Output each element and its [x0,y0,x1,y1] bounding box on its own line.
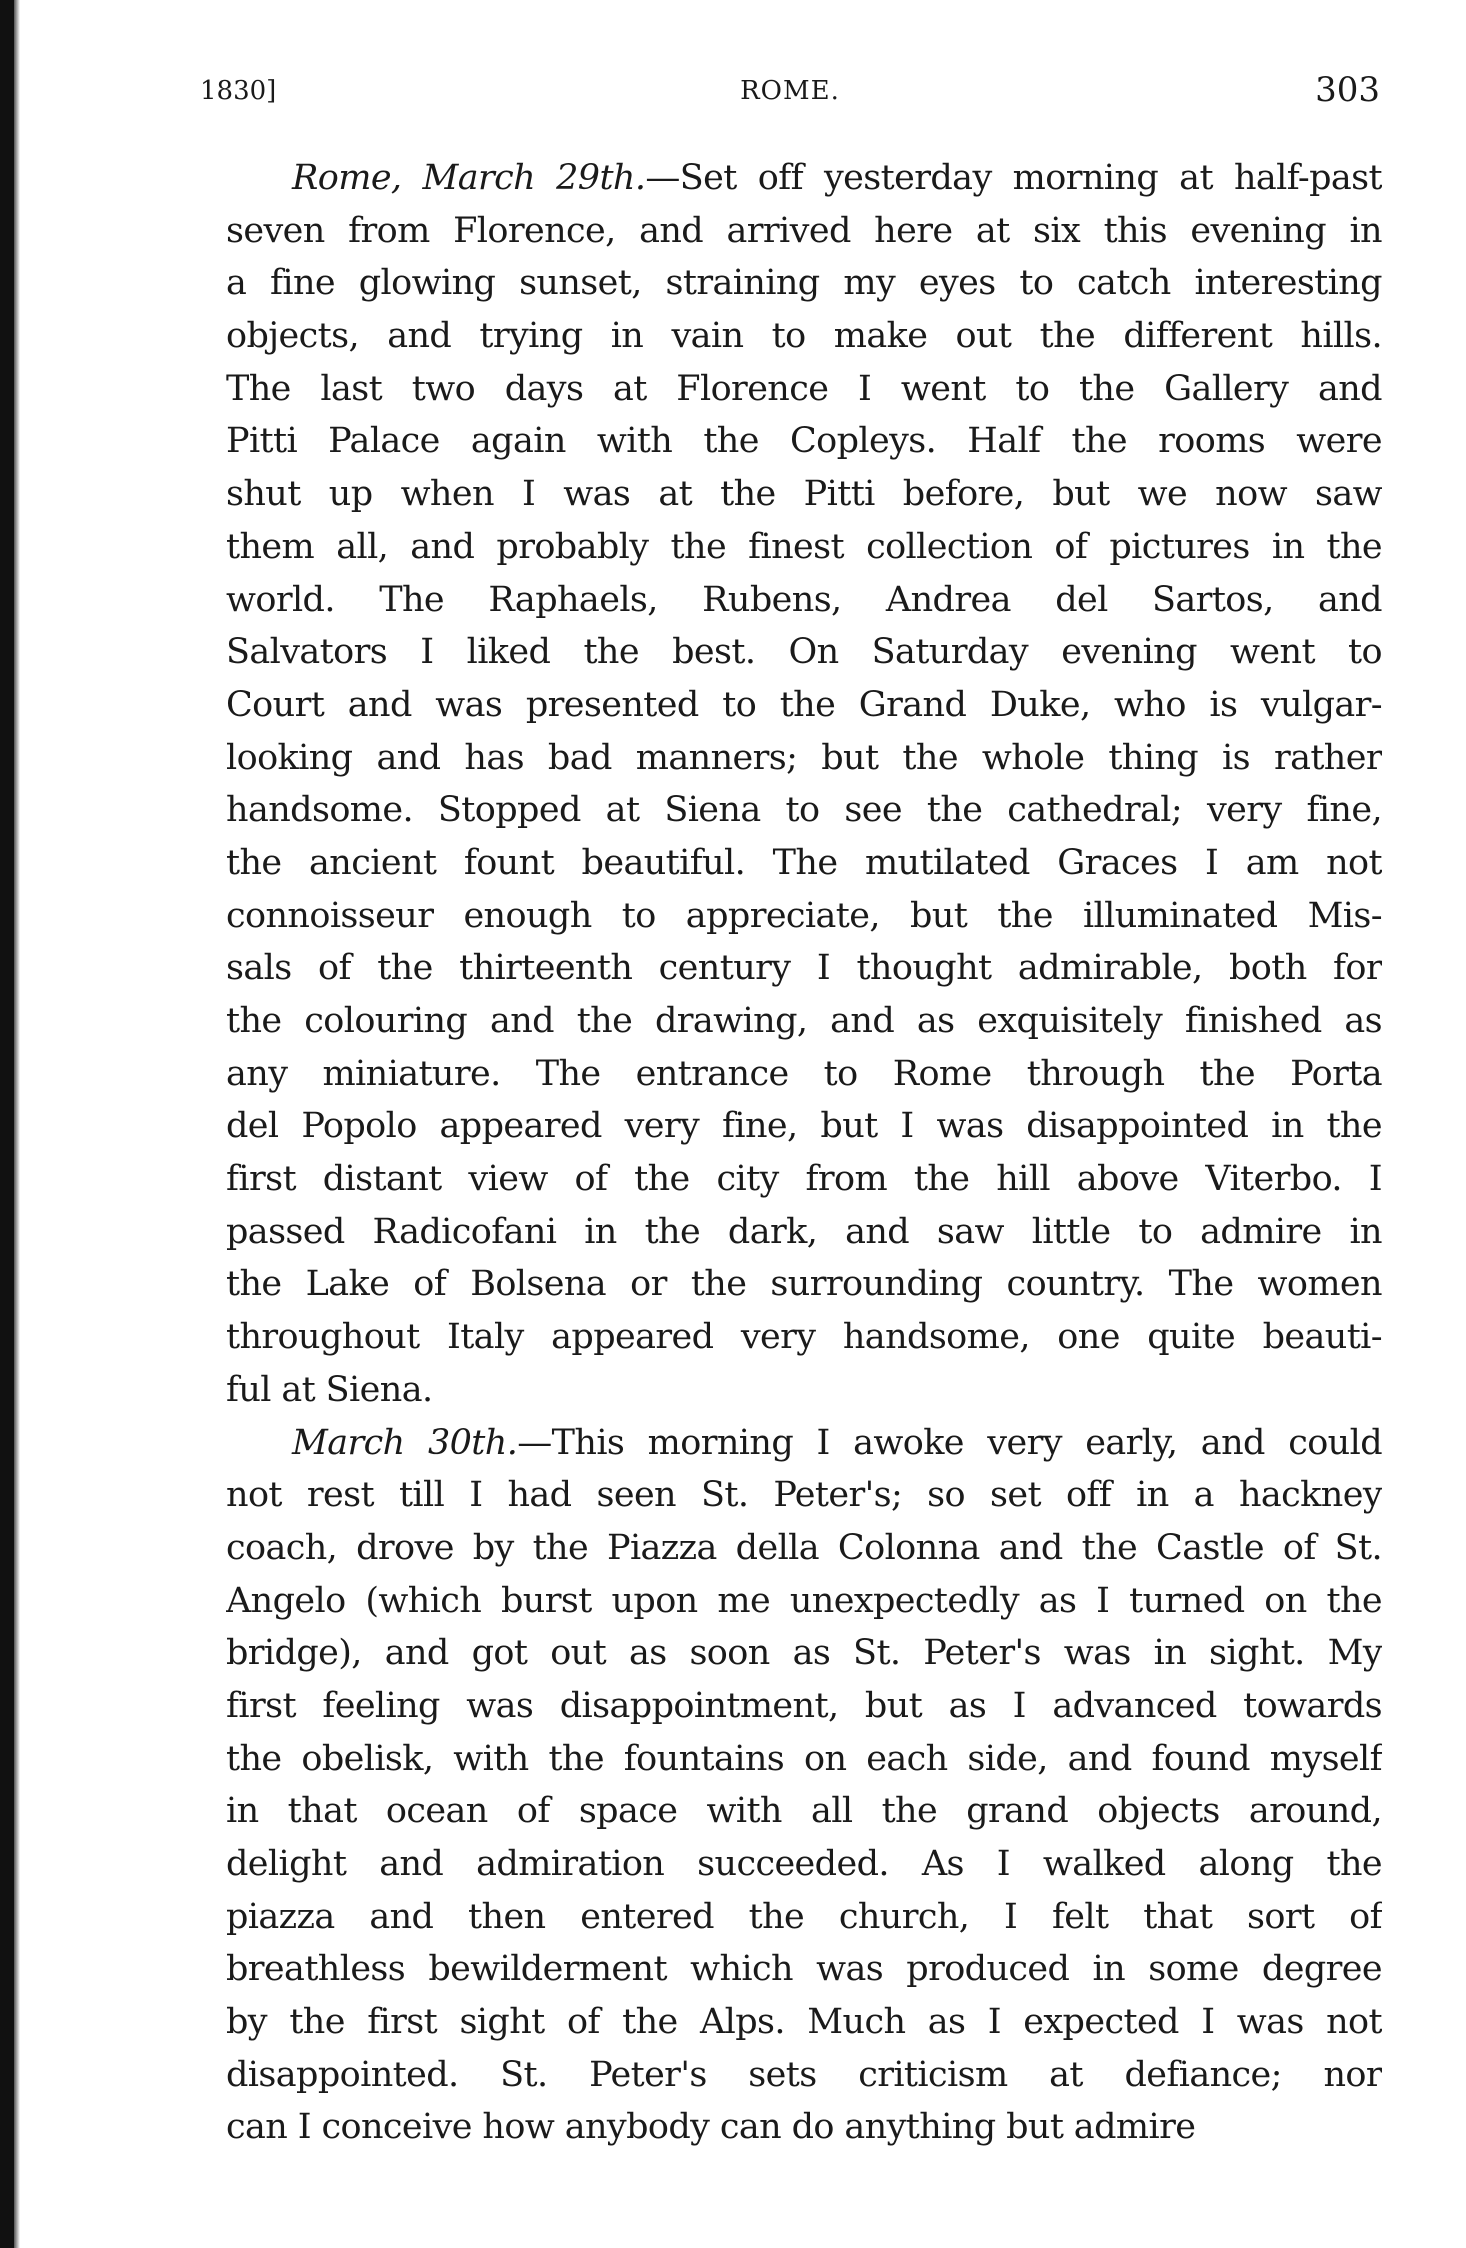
text-line [226,1153,1382,1206]
text-line [226,1733,1382,1786]
text-line [226,784,1382,837]
line-text: them all, and probably the finest collection of pictures in the [226,526,1382,567]
running-title: ROME. [740,76,840,106]
line-text: not rest till I had seen St. Peter's; so set off in a hackney [226,1475,1382,1516]
line-text: piazza and then entered the church, I felt that sort of [226,1896,1382,1937]
line-text: the obelisk, with the fountains on each side, and found myself [226,1738,1382,1779]
text-line [226,837,1382,890]
line-text: can I conceive how anybody can do anything but admire [226,2107,1196,2148]
line-text: ful at Siena. [226,1369,433,1410]
text-line [226,1522,1382,1575]
line-text: the colouring and the drawing, and as exquisitely finished as [226,1001,1382,1041]
page-body [226,152,1382,2154]
text-line [226,574,1382,627]
text-line [226,732,1382,785]
text-line [226,626,1382,679]
line-text: connoisseur enough to appreciate, but the illuminated Mis- [226,895,1382,936]
line-text: world. The Raphaels, Rubens, Andrea del Sartos, and [226,579,1382,620]
line-text: first feeling was disappointment, but as I advanced towards [226,1685,1382,1726]
text-line [226,2101,1382,2154]
line-text: first distant view of the city from the hill above Viterbo. I [226,1159,1382,1200]
text-line [226,1838,1382,1891]
line-text: sals of the thirteenth century I thought admirable, both for [226,948,1382,989]
paragraph-first-line [226,1417,1382,1470]
line-text: Pitti Palace again with the Copleys. Half the rooms were [226,421,1382,462]
line-text: the ancient fount beautiful. The mutilated Graces I am not [226,842,1382,883]
text-line [226,1943,1382,1996]
line-text: any miniature. The entrance to Rome through the Porta [226,1053,1382,1094]
page-number: 303 [1315,70,1380,110]
text-line [226,1996,1382,2049]
line-text: Court and was presented to the Grand Duke, who is vulgar- [226,684,1382,725]
text-line [226,1206,1382,1259]
entry-date-heading: March 30th. [292,1422,518,1463]
paragraph-first-line [226,152,1382,205]
text-line [226,1258,1382,1311]
text-line [226,521,1382,574]
text-line [226,1785,1382,1838]
text-line [226,468,1382,521]
running-header [200,70,1380,114]
line-text: objects, and trying in vain to make out the different hills. [226,316,1382,357]
text-line [226,942,1382,995]
text-line [226,1627,1382,1680]
line-text: passed Radicofani in the dark, and saw little to admire in [226,1211,1382,1252]
line-text: a fine glowing sunset, straining my eyes to catch interesting [226,263,1382,304]
line-text: by the first sight of the Alps. Much as I expected I was not [226,2002,1382,2043]
text-line [226,2049,1382,2102]
text-line [226,257,1382,310]
line-text: breathless bewilderment which was produced in some degree [226,1949,1382,1990]
line-text: disappointed. St. Peter's sets criticism at defiance; nor [226,2054,1382,2095]
entry-date-heading: Rome, March 29th. [292,158,646,198]
running-year: 1830] [200,76,277,106]
line-text: looking and has bad manners; but the whole thing is rather [226,737,1382,778]
line-text: Angelo (which burst upon me unexpectedly as I turned on the [226,1580,1382,1621]
line-text: seven from Florence, and arrived here at six this evening in [226,210,1382,251]
scan-edge-gradient [14,0,20,2248]
line-text: del Popolo appeared very fine, but I was disappointed in the [226,1106,1382,1147]
text-line [226,679,1382,732]
text-line [226,995,1382,1048]
line-text: —Set off yesterday morning at half-past [645,158,1382,198]
line-text: Salvators I liked the best. On Saturday evening went to [226,632,1382,673]
text-line [226,890,1382,943]
text-line [226,415,1382,468]
line-text: The last two days at Florence I went to the Gallery and [226,368,1382,409]
text-line [226,1048,1382,1101]
line-text: shut up when I was at the Pitti before, but we now saw [226,474,1382,515]
text-line [226,363,1382,416]
text-line [226,1100,1382,1153]
text-line [226,1364,1382,1417]
line-text: coach, drove by the Piazza della Colonna and the Castle of St. [226,1527,1382,1568]
line-text: in that ocean of space with all the grand objects around, [226,1791,1382,1832]
line-text: bridge), and got out as soon as St. Peter's was in sight. My [226,1633,1382,1674]
text-line [226,1680,1382,1733]
scan-edge-shadow [0,0,14,2248]
text-line [226,1469,1382,1522]
line-text: throughout Italy appeared very handsome, one quite beauti- [226,1317,1382,1358]
line-text: delight and admiration succeeded. As I walked along the [226,1844,1382,1884]
text-line [226,1311,1382,1364]
text-line [226,310,1382,363]
text-line [226,1575,1382,1628]
line-text: —This morning I awoke very early, and could [517,1422,1382,1463]
text-line [226,1891,1382,1944]
line-text: handsome. Stopped at Siena to see the cathedral; very fine, [226,790,1382,831]
text-line [226,205,1382,258]
line-text: the Lake of Bolsena or the surrounding country. The women [226,1264,1382,1305]
